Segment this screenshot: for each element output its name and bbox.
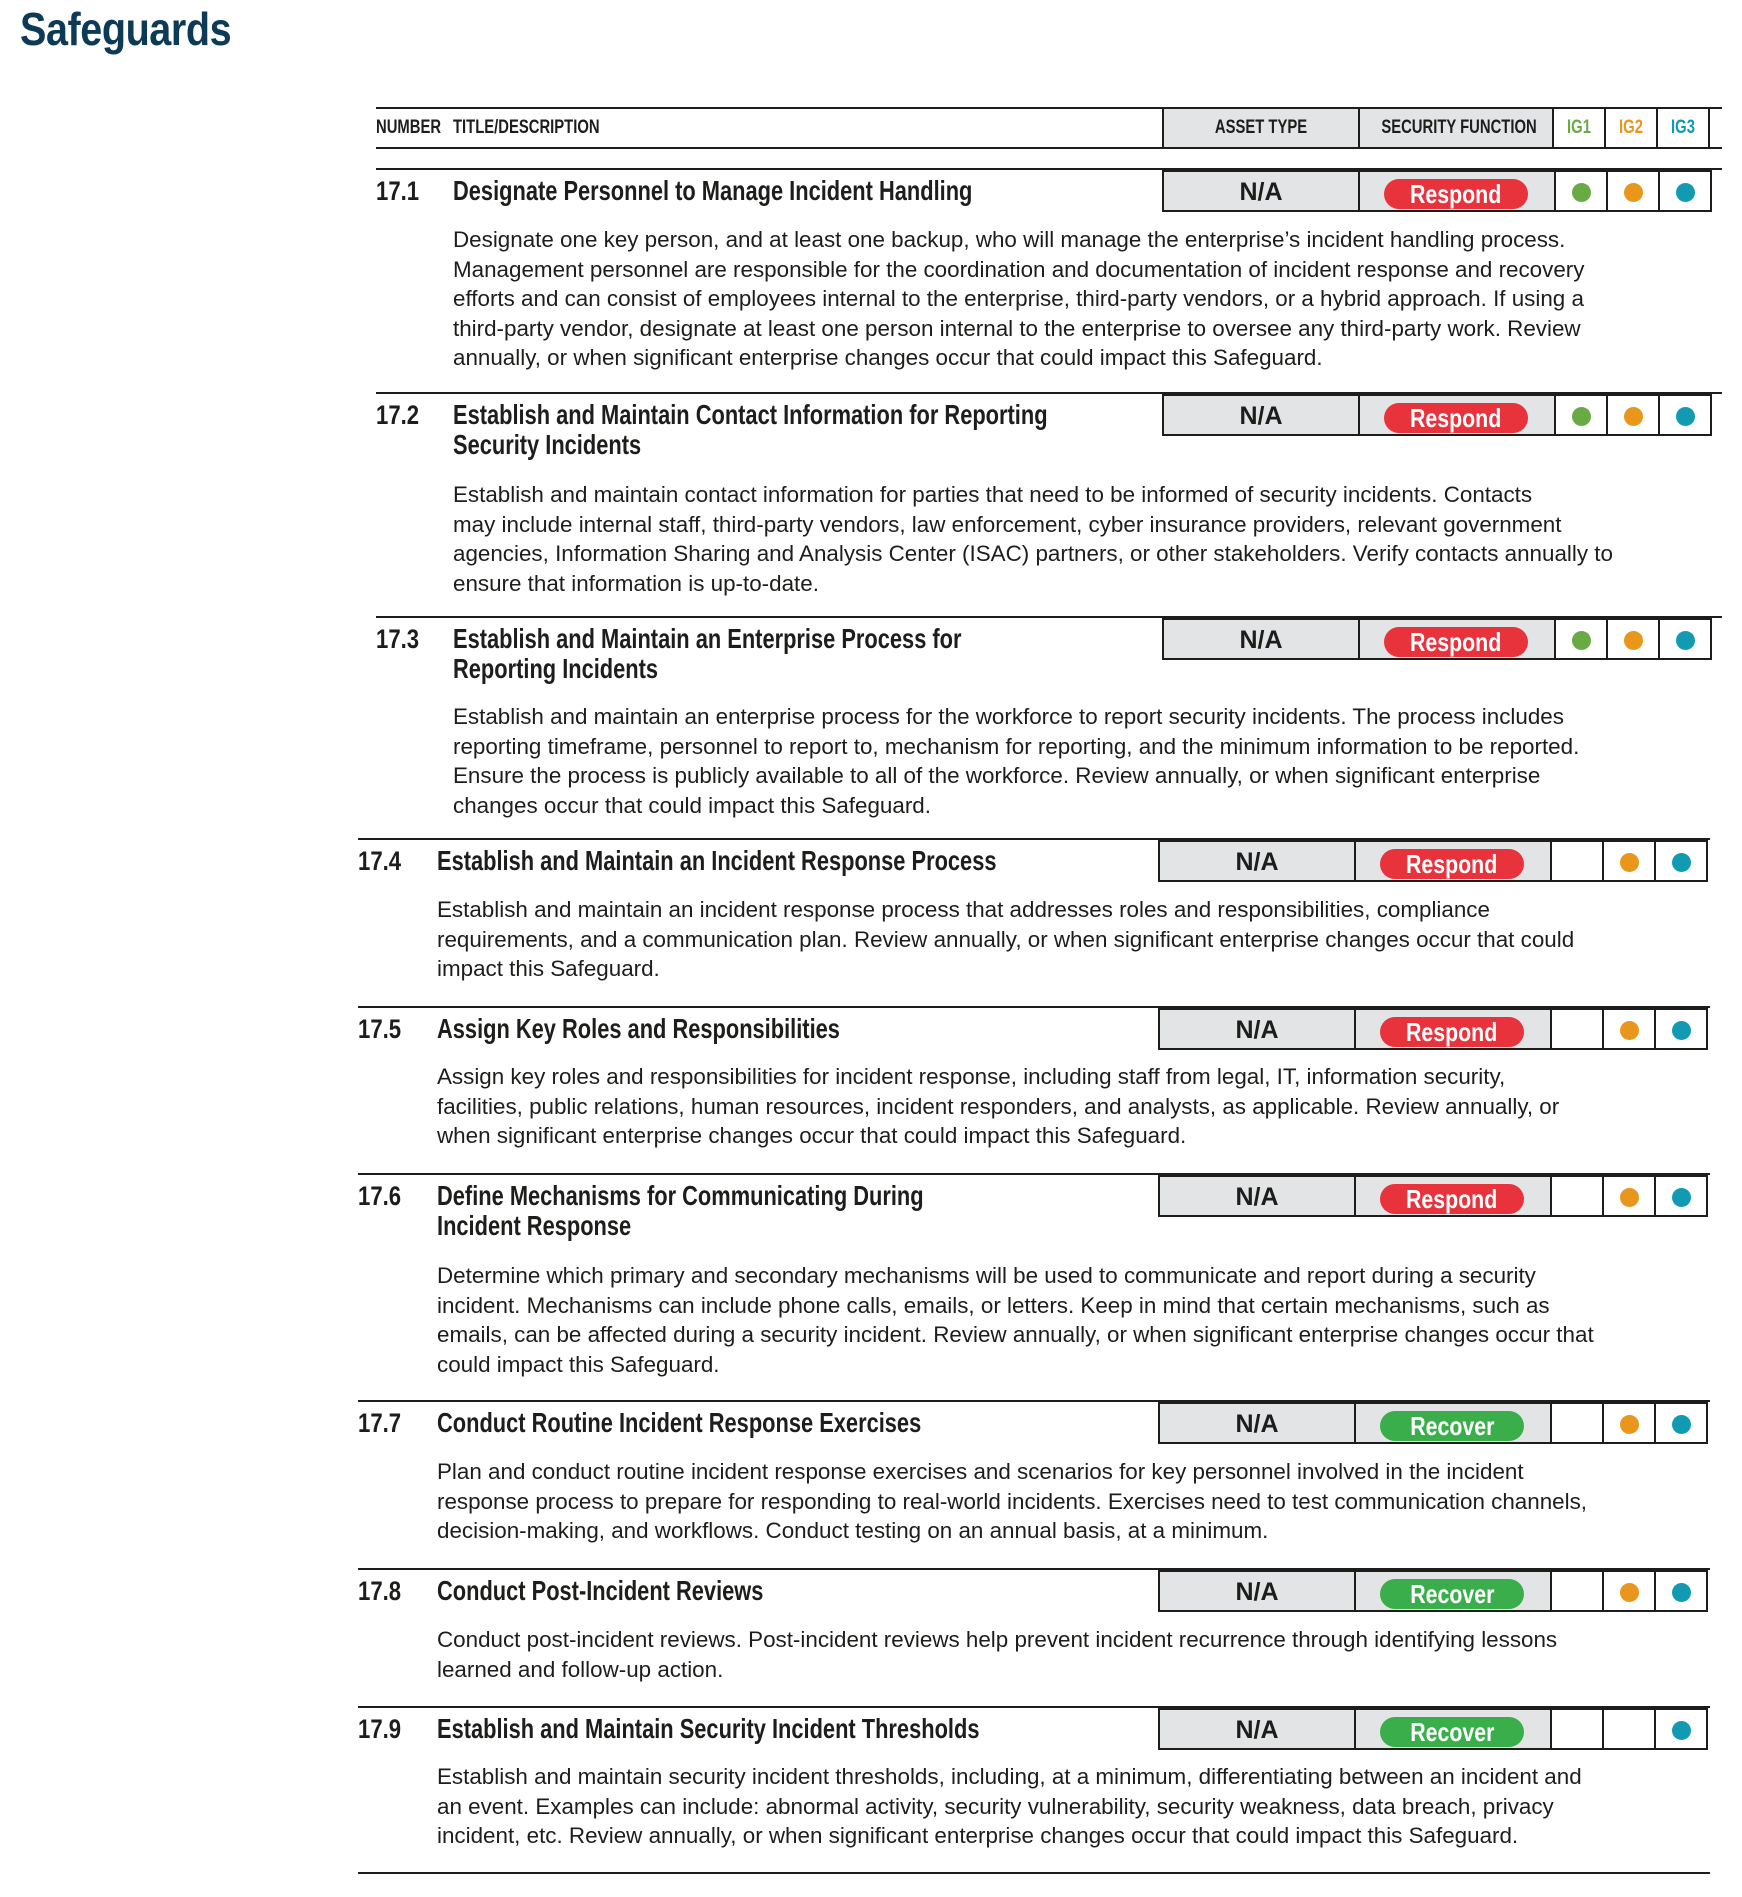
safeguard-description-line: annually, or when significant enterprise changes occur that could impact this Safeguard.	[453, 345, 1323, 370]
safeguard-row-17-3	[376, 616, 1722, 818]
safeguard-description	[437, 1062, 1559, 1151]
header-title: TITLE/DESCRIPTION	[453, 117, 600, 138]
safeguard-description	[437, 1261, 1594, 1379]
safeguard-number: 17.9	[358, 1714, 402, 1744]
safeguard-title-line: Define Mechanisms for Communicating During	[437, 1180, 924, 1211]
security-function-badge	[1380, 1579, 1524, 1609]
safeguard-description-line: when significant enterprise changes occur that could impact this Safeguard.	[437, 1123, 1187, 1148]
safeguard-row-17-1	[376, 168, 1722, 370]
safeguard-description-line: decision-making, and workflows. Conduct testing on an annual basis, at a minimum.	[437, 1518, 1269, 1543]
ig3-cell	[1654, 1008, 1708, 1050]
security-function-label: Respond	[1406, 1017, 1498, 1047]
security-function-cell	[1354, 1402, 1552, 1444]
safeguard-description-line: Establish and maintain an incident response process that addresses roles and responsibilities, compliance	[437, 897, 1490, 922]
safeguard-description-line: efforts and can consist of employees internal to the enterprise, third-party vendors, or a hybrid approach. If using a	[453, 286, 1584, 311]
header-asset-type-label: ASSET TYPE	[1214, 117, 1308, 138]
ig1-cell	[1554, 170, 1608, 212]
ig3-cell	[1654, 1402, 1708, 1444]
safeguard-description-line: incident, etc. Review annually, or when significant enterprise changes occur that could impact this Safeguard.	[437, 1823, 1519, 1848]
security-function-cell	[1358, 618, 1556, 660]
safeguard-description-line: Assign key roles and responsibilities for incident response, including staff from legal, IT, information security,	[437, 1064, 1506, 1089]
asset-type-value: N/A	[1235, 1410, 1279, 1438]
ig3-dot-icon	[1676, 407, 1695, 426]
header-ig2-label: IG2	[1619, 117, 1643, 138]
security-function-label: Respond	[1406, 1184, 1498, 1214]
security-function-cell	[1354, 1008, 1552, 1050]
safeguard-description-line: impact this Safeguard.	[437, 956, 660, 981]
header-ig3	[1656, 107, 1710, 149]
safeguard-description-line: response process to prepare for responding to real-world incidents. Exercises need to test communication channels,	[437, 1488, 1587, 1514]
security-function-label: Recover	[1409, 1411, 1495, 1441]
security-function-badge	[1380, 1017, 1524, 1047]
safeguard-description-line: Plan and conduct routine incident response exercises and scenarios for key personnel involved in the incident	[437, 1459, 1524, 1484]
ig1-cell	[1550, 1708, 1604, 1750]
safeguard-title-line: Incident Response	[437, 1210, 632, 1241]
safeguard-description	[437, 1625, 1557, 1684]
safeguard-title-line: Establish and Maintain Security Incident Thresholds	[437, 1713, 980, 1744]
ig1-cell	[1550, 1570, 1604, 1612]
header-security-function	[1358, 107, 1556, 149]
security-function-label: Respond	[1410, 403, 1502, 433]
security-function-label: Recover	[1409, 1717, 1495, 1747]
security-function-badge	[1380, 849, 1524, 879]
safeguard-title-line: Establish and Maintain Contact Information for Reporting	[453, 399, 1048, 430]
safeguard-title	[437, 1714, 979, 1744]
ig2-cell	[1602, 1008, 1656, 1050]
ig3-cell	[1654, 1708, 1708, 1750]
safeguard-row-17-9	[358, 1706, 1710, 1848]
safeguard-description-line: ensure that information is up-to-date.	[453, 570, 819, 596]
safeguard-number: 17.2	[376, 400, 420, 430]
safeguard-description	[453, 702, 1579, 820]
asset-type-value: N/A	[1235, 1016, 1279, 1044]
ig1-cell	[1554, 394, 1608, 436]
asset-type-value: N/A	[1239, 626, 1283, 654]
header-ig2	[1604, 107, 1658, 149]
ig2-cell	[1606, 618, 1660, 660]
asset-type-value: N/A	[1235, 848, 1279, 876]
safeguard-description-line: Designate one key person, and at least one backup, who will manage the enterprise’s incident handling process.	[453, 227, 1566, 252]
asset-type-cell	[1158, 1008, 1356, 1050]
ig2-dot-icon	[1620, 1188, 1639, 1207]
asset-type-cell	[1158, 1402, 1356, 1444]
ig2-cell	[1606, 394, 1660, 436]
ig3-cell	[1654, 1175, 1708, 1217]
ig1-dot-icon	[1572, 183, 1591, 202]
ig2-dot-icon	[1624, 631, 1643, 650]
asset-type-value: N/A	[1239, 178, 1283, 206]
header-ig1	[1552, 107, 1606, 149]
bottom-divider	[358, 1872, 1710, 1874]
security-function-cell	[1358, 170, 1556, 212]
ig1-dot-icon	[1572, 407, 1591, 426]
safeguard-title	[437, 1576, 763, 1606]
security-function-cell	[1354, 1175, 1552, 1217]
ig2-cell	[1602, 1402, 1656, 1444]
safeguard-description-line: changes occur that could impact this Safeguard.	[453, 792, 931, 818]
ig3-dot-icon	[1676, 631, 1695, 650]
ig3-dot-icon	[1672, 853, 1691, 872]
ig2-cell	[1602, 1708, 1656, 1750]
safeguard-row-17-6	[358, 1173, 1710, 1377]
safeguard-description-line: Ensure the process is publicly available to all of the workforce. Review annually, or when significant enterprise	[453, 763, 1541, 788]
safeguard-description-line: facilities, public relations, human resources, incident responders, and analysts, as applicable. Review annually, or	[437, 1093, 1560, 1119]
safeguard-description-line: agencies, Information Sharing and Analysis Center (ISAC) partners, or other stakeholders. Verify contacts annually to	[453, 541, 1613, 566]
security-function-label: Recover	[1409, 1579, 1495, 1609]
asset-type-value: N/A	[1235, 1578, 1279, 1606]
safeguard-description-line: Management personnel are responsible for the coordination and documentation of incident response and recovery	[453, 256, 1585, 282]
asset-type-cell	[1162, 170, 1360, 212]
safeguard-row-17-2	[376, 392, 1722, 596]
safeguard-description-line: incident. Mechanisms can include phone calls, emails, or letters. Keep in mind that certain mechanisms, such as	[437, 1292, 1550, 1318]
header-ig1-label: IG1	[1567, 117, 1591, 138]
safeguard-description-line: may include internal staff, third-party vendors, law enforcement, cyber insurance providers, relevant government	[453, 511, 1562, 537]
safeguard-title-line: Reporting Incidents	[453, 653, 659, 684]
header-security-function-label: SECURITY FUNCTION	[1381, 117, 1537, 138]
safeguard-title-line: Establish and Maintain an Incident Response Process	[437, 845, 997, 876]
ig2-cell	[1602, 1570, 1656, 1612]
safeguard-description-line: Establish and maintain an enterprise process for the workforce to report security incidents. The process includes	[453, 704, 1564, 729]
ig2-dot-icon	[1620, 1021, 1639, 1040]
safeguard-row-17-7	[358, 1400, 1710, 1543]
ig1-cell	[1550, 1008, 1604, 1050]
safeguard-title	[437, 1408, 921, 1438]
ig3-dot-icon	[1672, 1188, 1691, 1207]
safeguard-number: 17.3	[376, 624, 420, 654]
security-function-cell	[1354, 1708, 1552, 1750]
ig2-dot-icon	[1620, 853, 1639, 872]
security-function-badge	[1380, 1717, 1524, 1747]
ig2-cell	[1606, 170, 1660, 212]
asset-type-value: N/A	[1235, 1183, 1279, 1211]
safeguard-title-line: Conduct Post-Incident Reviews	[437, 1575, 764, 1606]
safeguard-title	[453, 176, 972, 206]
safeguard-number: 17.1	[376, 176, 420, 206]
ig3-dot-icon	[1676, 183, 1695, 202]
ig2-dot-icon	[1624, 407, 1643, 426]
safeguard-row-17-8	[358, 1568, 1710, 1682]
safeguard-description-line: requirements, and a communication plan. Review annually, or when significant enterprise changes occur that could	[437, 926, 1575, 952]
safeguard-description	[453, 480, 1613, 598]
safeguard-title-line: Security Incidents	[453, 429, 642, 460]
security-function-badge	[1380, 1411, 1524, 1441]
asset-type-cell	[1162, 394, 1360, 436]
safeguard-number: 17.4	[358, 846, 402, 876]
safeguard-title-line: Conduct Routine Incident Response Exercises	[437, 1407, 922, 1438]
safeguard-title-line: Assign Key Roles and Responsibilities	[437, 1013, 840, 1044]
asset-type-cell	[1162, 618, 1360, 660]
asset-type-cell	[1158, 1708, 1356, 1750]
header-asset-type	[1162, 107, 1360, 149]
safeguard-description-line: Establish and maintain security incident thresholds, including, at a minimum, differentiating between an incident and	[437, 1764, 1582, 1789]
ig3-cell	[1658, 170, 1712, 212]
ig3-dot-icon	[1672, 1021, 1691, 1040]
safeguard-description-line: an event. Examples can include: abnormal activity, security vulnerability, security weakness, data breach, privacy	[437, 1793, 1554, 1819]
ig2-dot-icon	[1620, 1415, 1639, 1434]
security-function-badge	[1384, 403, 1528, 433]
security-function-label: Respond	[1406, 849, 1498, 879]
safeguard-description-line: could impact this Safeguard.	[437, 1351, 720, 1377]
safeguard-title	[437, 1014, 840, 1044]
safeguard-title	[453, 624, 962, 684]
ig2-cell	[1602, 1175, 1656, 1217]
page-title: Safeguards	[20, 3, 232, 55]
header-number: NUMBER	[376, 117, 442, 138]
safeguard-description-line: Conduct post-incident reviews. Post-incident reviews help prevent incident recurrence through identifying lessons	[437, 1627, 1558, 1652]
ig3-cell	[1654, 1570, 1708, 1612]
safeguard-number: 17.5	[358, 1014, 402, 1044]
safeguard-number: 17.8	[358, 1576, 402, 1606]
safeguard-description-line: third-party vendor, designate at least one person internal to the enterprise to oversee any third-party work. Review	[453, 315, 1581, 341]
safeguard-description	[437, 895, 1574, 984]
asset-type-cell	[1158, 1175, 1356, 1217]
ig2-dot-icon	[1620, 1583, 1639, 1602]
security-function-badge	[1384, 179, 1528, 209]
table-header	[376, 107, 1722, 149]
asset-type-value: N/A	[1239, 402, 1283, 430]
ig3-cell	[1658, 394, 1712, 436]
safeguard-description-line: learned and follow-up action.	[437, 1656, 724, 1682]
safeguard-title	[437, 846, 996, 876]
ig3-dot-icon	[1672, 1583, 1691, 1602]
safeguard-description	[437, 1457, 1587, 1546]
safeguard-description	[453, 225, 1584, 373]
ig2-cell	[1602, 840, 1656, 882]
safeguard-description-line: Determine which primary and secondary mechanisms will be used to communicate and report during a security	[437, 1263, 1536, 1288]
ig3-dot-icon	[1672, 1721, 1691, 1740]
ig1-dot-icon	[1572, 631, 1591, 650]
security-function-badge	[1384, 627, 1528, 657]
safeguard-row-17-5	[358, 1006, 1710, 1148]
ig3-cell	[1658, 618, 1712, 660]
safeguard-number: 17.6	[358, 1181, 402, 1211]
security-function-badge	[1380, 1184, 1524, 1214]
ig1-cell	[1554, 618, 1608, 660]
safeguard-row-17-4	[358, 838, 1710, 981]
safeguard-description-line: emails, can be affected during a security incident. Review annually, or when significant enterprise changes occur that	[437, 1322, 1594, 1347]
safeguard-description-line: Establish and maintain contact information for parties that need to be informed of security incidents. Contacts	[453, 482, 1533, 507]
ig3-cell	[1654, 840, 1708, 882]
safeguard-title-line: Designate Personnel to Manage Incident Handling	[453, 175, 973, 206]
asset-type-cell	[1158, 1570, 1356, 1612]
ig1-cell	[1550, 1402, 1604, 1444]
header-ig3-label: IG3	[1671, 117, 1695, 138]
safeguard-title-line: Establish and Maintain an Enterprise Process for	[453, 623, 962, 654]
security-function-cell	[1358, 394, 1556, 436]
asset-type-cell	[1158, 840, 1356, 882]
security-function-cell	[1354, 1570, 1552, 1612]
safeguard-title	[437, 1181, 924, 1241]
ig3-dot-icon	[1672, 1415, 1691, 1434]
security-function-label: Respond	[1410, 179, 1502, 209]
asset-type-value: N/A	[1235, 1716, 1279, 1744]
ig2-dot-icon	[1624, 183, 1643, 202]
safeguard-title	[453, 400, 1048, 460]
safeguard-number: 17.7	[358, 1408, 402, 1438]
ig1-cell	[1550, 840, 1604, 882]
security-function-cell	[1354, 840, 1552, 882]
safeguard-description-line: reporting timeframe, personnel to report to, mechanism for reporting, and the minimum information to be reported.	[453, 733, 1580, 759]
safeguard-description	[437, 1762, 1582, 1851]
ig1-cell	[1550, 1175, 1604, 1217]
security-function-label: Respond	[1410, 627, 1502, 657]
